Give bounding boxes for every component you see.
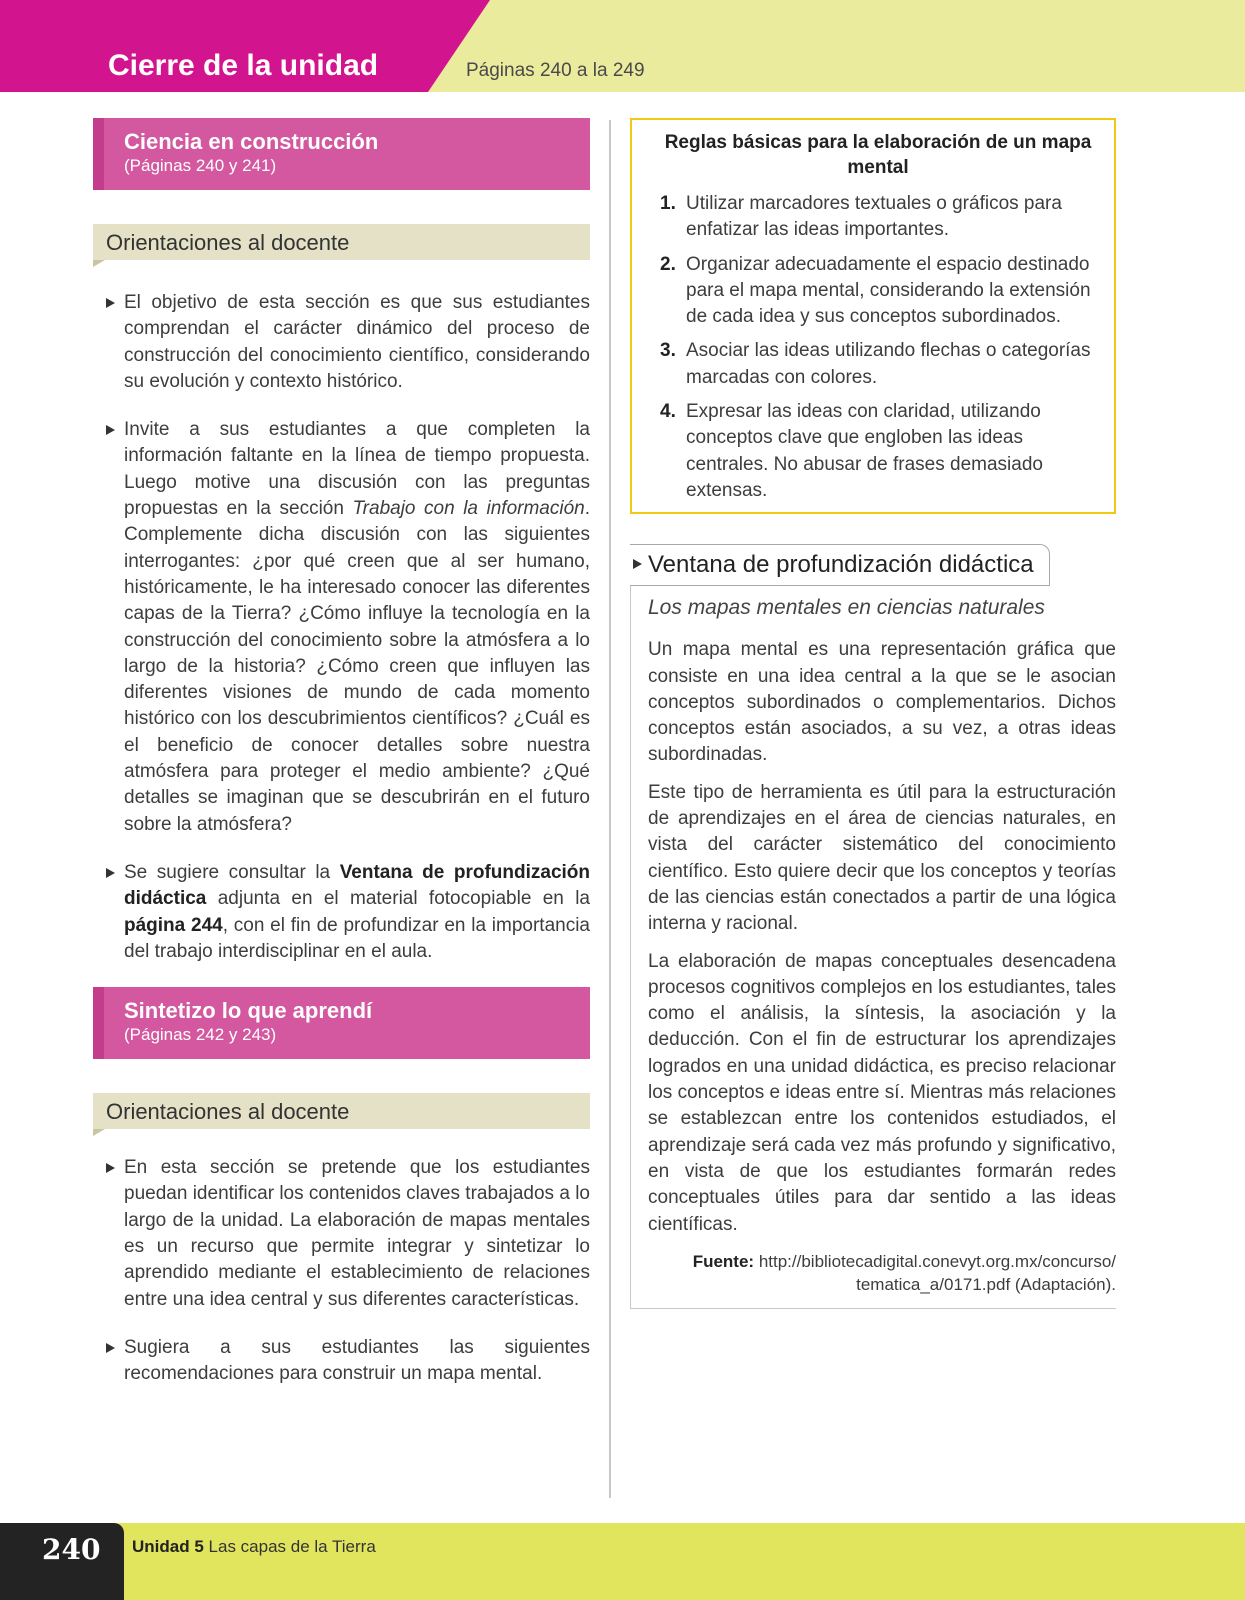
source-url: http://bibliotecadigital.conevyt.org.mx/concurso/ tematica_a/0171.pdf (Adaptación).: [758, 1251, 1116, 1294]
rule-number: 4.: [660, 401, 676, 423]
rule-item: [660, 338, 1096, 391]
orientation-heading-text: Orientaciones al docente: [106, 1099, 350, 1125]
unit-title: Las capas de la Tierra: [208, 1537, 376, 1556]
source-label: Fuente:: [692, 1251, 755, 1271]
bullet-text: Se sugiere consultar la: [124, 861, 340, 883]
rule-item: [660, 191, 1096, 244]
footer-band: [0, 1523, 1245, 1600]
rule-item: [660, 252, 1096, 331]
bullet-bold-text: página 244: [124, 914, 223, 936]
rules-title: Reglas básicas para la elaboración de un mapa mental: [664, 132, 1092, 178]
orientation-heading: [93, 224, 590, 260]
orientation-heading-text: Orientaciones al docente: [106, 230, 350, 255]
rule-text: Asociar las ideas utilizando flechas o categorías marcadas con colores.: [686, 340, 1091, 388]
rule-number: 3.: [660, 340, 676, 362]
ventana-paragraph: La elaboración de mapas conceptuales desencadena procesos cognitivos complejos en los estudiantes, tales como el análisis, la síntesis, la asociación y la deducción. Con el fin de estructurar los aprendizajes logrados en una unidad didáctica, es preciso relacionar los conceptos e ideas entre sí. Mientras más relaciones se establezcan entre los contenidos estudiados, el aprendizaje será cada vez más profundo y significativo, en vista de que los estudiantes formarán redes conceptuales útiles para dar sentido a las ideas científicas.: [648, 950, 1116, 1235]
bullet-item: Sugiera a sus estudiantes las siguientes recomendaciones para construir un mapa mental.: [93, 1335, 590, 1388]
bullet-item: El objetivo de esta sección es que sus estudiantes comprendan el carácter dinámico del proceso de construcción del conocimiento científico, considerando su evolución y contexto histórico.: [93, 290, 590, 395]
bullet-item: [93, 860, 590, 965]
section-subtitle: (Páginas 240 y 241): [124, 156, 277, 175]
rules-box: [630, 118, 1116, 514]
rule-number: 2.: [660, 253, 676, 275]
bullet-text: , con el fin de profundizar en la importancia del trabajo interdisciplinar en el aula.: [124, 914, 590, 962]
page-range: Páginas 240 a la 249: [466, 60, 645, 81]
bullet-list: [93, 290, 590, 965]
bullet-item: [93, 417, 590, 838]
ventana-subtitle: Los mapas mentales en ciencias naturales: [648, 596, 1045, 620]
unit-label: Unidad 5: [132, 1537, 204, 1556]
page-title: Cierre de la unidad: [108, 49, 379, 82]
orientation-heading: [93, 1093, 590, 1129]
bullet-text: adjunta en el material fotocopiable en la: [206, 888, 590, 910]
bullet-list: [93, 1155, 590, 1387]
bullet-text: . Complemente dicha discusión con las siguientes interrogantes: ¿por qué creen que al ser humano, históricamente, le ha interesado conocer las diferentes capas de la Tierra? ¿Cómo influye la tecnología en la construcción del conocimiento sobre la atmósfera a lo largo de la historia? ¿Cómo creen que influyen las diferentes visiones de mundo de cada momento histórico con los descubrimientos científicos? ¿Cuál es el beneficio de conocer detalles sobre nuestra atmósfera para proteger el medio ambiente? ¿Qué detalles se imaginan que se descubrirán en el futuro sobre la atmósfera?: [124, 498, 591, 835]
left-column: [93, 118, 590, 1410]
page-number: 240: [42, 1533, 101, 1566]
section-title: Ciencia en construcción: [124, 129, 379, 154]
bullet-text: Invite a sus estudiantes a que completen la información faltante en la línea de tiempo propuesta. Luego motive una discusión con las preguntas propuestas en la sección: [124, 419, 590, 520]
section-subtitle: (Páginas 242 y 243): [124, 1025, 277, 1045]
ventana-box: [630, 544, 1116, 1309]
bullet-bold-text: Ventana de profundización didáctica: [124, 861, 590, 910]
footer-unit: [132, 1536, 376, 1558]
right-column: [630, 118, 1116, 1309]
rule-number: 1.: [660, 193, 676, 214]
ventana-paragraph: Este tipo de herramienta es útil para la estructuración de aprendizajes en el área de ciencias naturales, en vista del carácter sistemático del conocimiento científico. Esto quiere decir que los conceptos y teorías de las ciencias están conectados a partir de una lógica interna y racional.: [648, 781, 1116, 935]
ventana-title: Ventana de profundización didáctica: [648, 544, 1116, 580]
section-banner-sintetizo: [93, 987, 590, 1059]
rule-text: Organizar adecuadamente el espacio destinado para el mapa mental, considerando la extensión de cada idea y sus conceptos subordinados.: [686, 253, 1091, 328]
rule-text: Utilizar marcadores textuales o gráficos para enfatizar las ideas importantes.: [686, 193, 1062, 241]
column-divider: [609, 120, 611, 1498]
rule-item: [660, 399, 1096, 504]
source-citation: [648, 1250, 1116, 1296]
bullet-italic-text: Trabajo con la información: [352, 498, 585, 520]
section-banner-ciencia: [93, 118, 590, 190]
section-title: Sintetizo lo que aprendí: [124, 998, 373, 1024]
ventana-paragraph: Un mapa mental es una representación gráfica que consiste en una idea central a la que se le asocian conceptos subordinados o complementarios. Dichos conceptos están asociados, a su vez, a otras ideas subordinadas.: [648, 639, 1116, 766]
bullet-item: En esta sección se pretende que los estudiantes puedan identificar los contenidos claves trabajados a lo largo de la unidad. La elaboración de mapas mentales es un recurso que permite integrar y sintetizar lo aprendido mediante el establecimiento de relaciones entre una idea central y sus diferentes características.: [93, 1155, 590, 1313]
rule-text: Expresar las ideas con claridad, utilizando conceptos clave que engloben las ideas centrales. No abusar de frases demasiado extensas.: [686, 401, 1043, 501]
